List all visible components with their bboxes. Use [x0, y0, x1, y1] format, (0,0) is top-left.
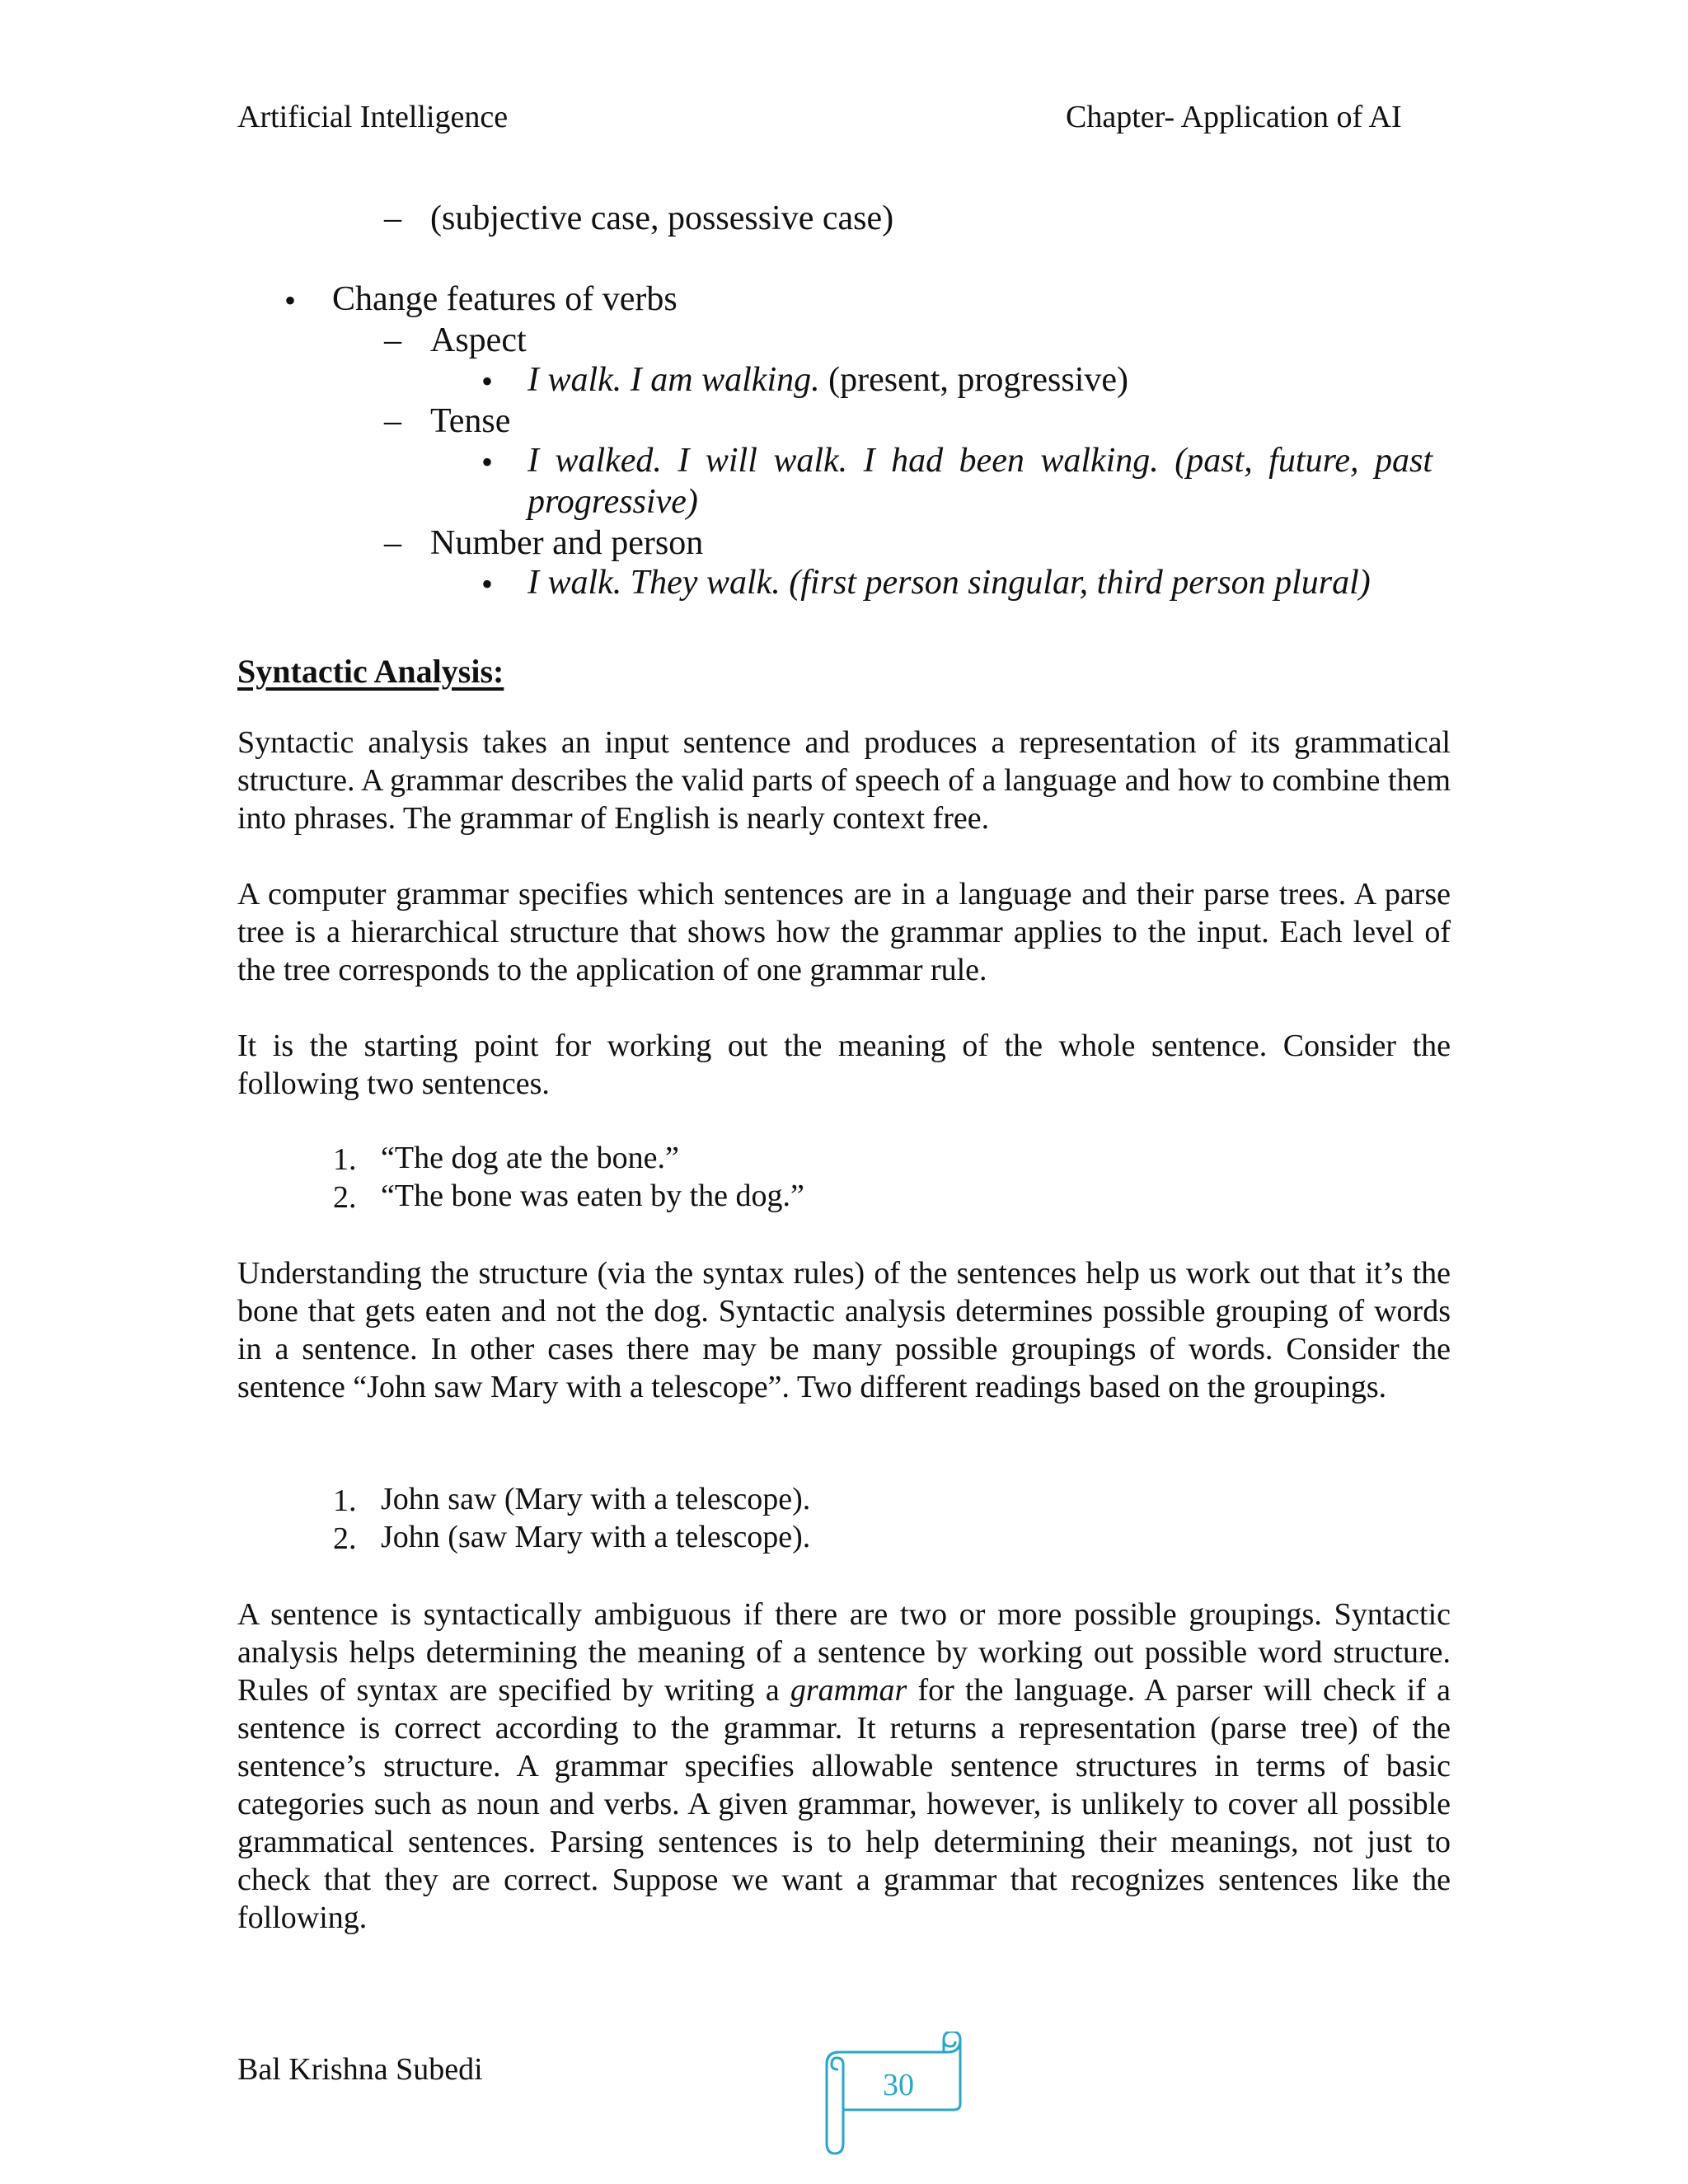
- list2-item: John (saw Mary with a telescope).: [381, 1520, 811, 1554]
- number-person-item: Number and person: [430, 524, 704, 562]
- bullet-marker: •: [481, 363, 494, 400]
- aspect-example-plain: (present, progressive): [819, 361, 1128, 399]
- paragraph-1: Syntactic analysis takes an input sentence and produces a representation of its grammatical structure. A grammar describes the valid parts of speech of a language and how to combine them into phrases. The grammar of English is nearly context free.: [237, 725, 1451, 836]
- case-continuation: (subjective case, possessive case): [430, 199, 894, 237]
- aspect-item: Aspect: [430, 321, 527, 359]
- dash-marker: –: [384, 199, 401, 237]
- paragraph-4: Understanding the structure (via the syntax rules) of the sentences help us work out that it’s the bone that gets eaten and not the dog. Syntactic analysis determines possible grouping of words in a sentence. In other cases there may be many possible groupings of words. Consider the sentence “John saw Mary with a telescope”. Two different readings based on the groupings.: [237, 1256, 1451, 1404]
- paragraph-3: It is the starting point for working out the meaning of the whole sentence. Consider the following two sentences.: [237, 1029, 1451, 1101]
- aspect-example-italic: I walk. I am walking.: [528, 361, 820, 399]
- verbs-bullet: Change features of verbs: [332, 280, 678, 318]
- paragraph-2: A computer grammar specifies which sentences are in a language and their parse trees. A parse tree is a hierarchical structure that shows how the grammar applies to the input. Each level of the tree corresponds to the application of one grammar rule.: [237, 877, 1451, 987]
- list1-item: “The bone was eaten by the dog.”: [381, 1179, 804, 1213]
- bullet-marker: •: [284, 282, 297, 319]
- page-number: 30: [883, 2068, 914, 2102]
- bullet-marker: •: [481, 565, 494, 602]
- list2-number: 1.: [333, 1483, 357, 1518]
- number-example: I walk. They walk. (first person singular, third person plural): [528, 564, 1371, 602]
- paragraph-5-italic: grammar: [790, 1673, 907, 1708]
- paragraph-5-start: A sentence is syntactically ambiguous if there are two or more possible groupings. Syntactic analysis helps determining the meaning of a sentence by working out possible word structure. Rules of syntax are specified by writing a: [237, 1597, 1451, 1708]
- header-book-title: Artificial Intelligence: [237, 100, 509, 134]
- list2-item: John saw (Mary with a telescope).: [381, 1482, 811, 1516]
- list1-number: 2.: [333, 1180, 357, 1215]
- footer-author: Bal Krishna Subedi: [237, 2052, 483, 2087]
- header-chapter-title: Chapter- Application of AI: [1066, 100, 1402, 134]
- tense-example-line2: progressive): [528, 483, 698, 521]
- dash-marker: –: [384, 524, 401, 562]
- list2-number: 2.: [333, 1521, 357, 1556]
- dash-marker: –: [384, 321, 401, 359]
- list1-item: “The dog ate the bone.”: [381, 1141, 679, 1175]
- dash-marker: –: [384, 402, 401, 440]
- paragraph-5-end: for the language. A parser will check if a sentence is correct according to the grammar. It returns a representation (parse tree) of the sentence’s structure. A grammar specifies allowable sentence structures in terms of basic categories such as noun and verbs. A given grammar, however, is unlikely to cover all possible grammatical sentences. Parsing sentences is to help determining their meanings, not just to check that they are correct. Suppose we want a grammar that recognizes sentences like the following.: [237, 1673, 1451, 1935]
- tense-example-line1: I walked. I will walk. I had been walking. (past, future, past: [528, 442, 1432, 480]
- paragraph-5: [237, 1596, 1451, 1937]
- section-heading: Syntactic Analysis:: [237, 653, 504, 690]
- list1-number: 1.: [333, 1142, 357, 1177]
- bullet-marker: •: [481, 443, 494, 480]
- tense-item: Tense: [430, 402, 511, 440]
- aspect-example: [528, 359, 1128, 401]
